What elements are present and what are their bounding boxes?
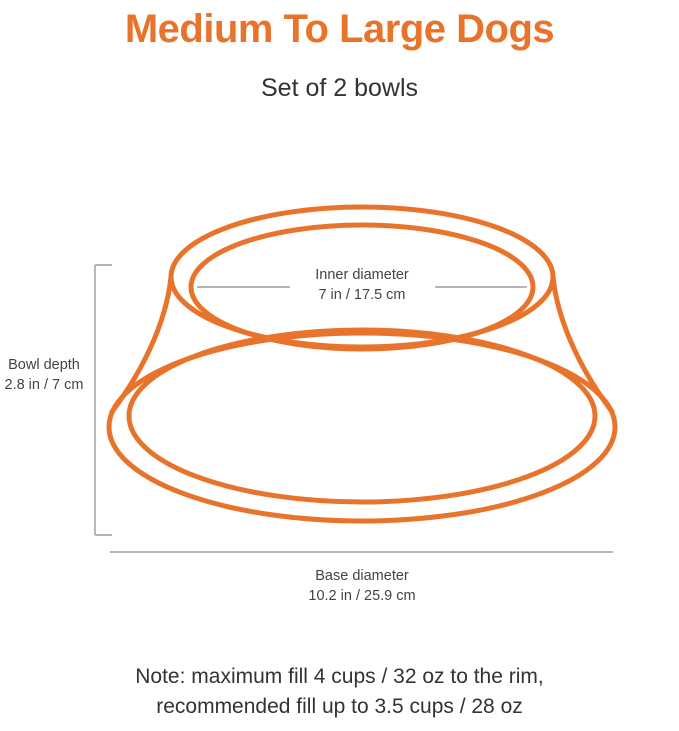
bowl-diagram [0,110,679,620]
fill-note-line-2: recommended fill up to 3.5 cups / 28 oz [156,695,523,719]
inner-diameter-value: 7 in / 17.5 cm [318,287,406,303]
bowl-diagram-svg [0,110,679,620]
bowl-depth-title: Bowl depth [8,357,80,373]
base-diameter-title: Base diameter [315,568,409,584]
bowl-base-inner-ellipse [129,330,595,502]
inner-diameter-title: Inner diameter [315,267,409,283]
bowl-depth-value: 2.8 in / 7 cm [4,377,84,393]
page-subtitle: Set of 2 bowls [260,74,419,102]
bowl-left-wall [111,277,171,413]
fill-note [0,662,679,723]
base-diameter-value: 10.2 in / 25.9 cm [308,588,416,604]
bowl-right-wall [553,277,613,413]
fill-note-line-1: Note: maximum fill 4 cups / 32 oz to the rim, [135,665,544,688]
page-title: Medium To Large Dogs [124,7,555,51]
